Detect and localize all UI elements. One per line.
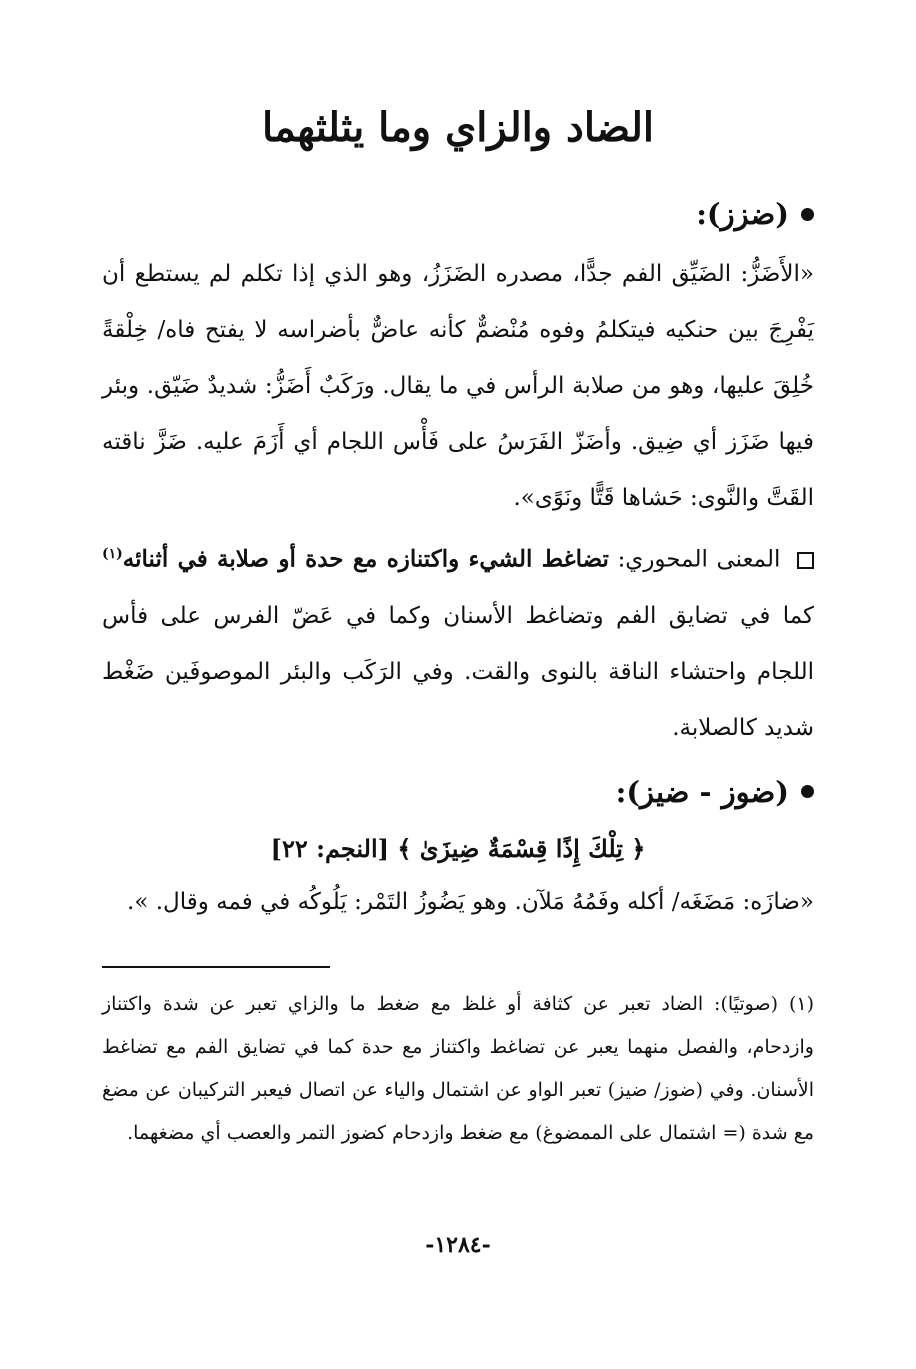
page-number: -١٢٨٤- bbox=[425, 1232, 491, 1258]
bullet-icon bbox=[801, 785, 814, 798]
page-title: الضاد والزاي وما يثلثهما bbox=[261, 104, 655, 151]
footnote-reference[interactable]: (١) bbox=[102, 546, 123, 562]
square-box-icon bbox=[797, 552, 814, 569]
entry-definition: «الأَضَزُّ: الضَيِّق الفم جدًّا، مصدره الضَزَزُ، وهو الذي إذا تكلم لم يستطع أن يَفْرِجَ بين حنكيه فيتكلمُ وفوه مُنْضمٌّ كأنه عاضٌّ بأضراسه لا يفتح فاه/ خِلْقةً خُلِقَ عليها، وهو من صلابة الرأس في ما يقال. ورَكَبٌ أَضَزُّ: شديدٌ ضَيّق. وبئر فيها ضَزَز أي ضِيق. وأضَزّ الفَرَسُ على فَأْس اللجام أي أَزَمَ عليه. ضَزَّ ناقته القَتَّ والنَّوى: حَشاها قَتًّا ونَوًى». bbox=[102, 261, 814, 511]
footnote-divider bbox=[102, 966, 330, 968]
bullet-icon bbox=[801, 208, 814, 221]
core-meaning-paragraph bbox=[102, 526, 814, 756]
core-meaning-label: المعنى المحوري: bbox=[617, 546, 781, 573]
footnote-text: (١) (صوتيًا): الضاد تعبر عن كثافة أو غلظ مع ضغط ما والزاي تعبر عن شدة واكتناز وازدحام، والفصل منهما يعبر عن تضاغط واكتناز مع حدة كما في تضايق الفم مع تضاغط الأسنان. وفي (ضوز/ ضيز) تعبر الواو عن اشتمال والياء عن اتصال فيعبر التركيبان عن مضغ مع شدة (= اشتمال على الممضوغ) مع ضغط وازدحام كضوز التمر والعصب أي مضغهما. bbox=[102, 993, 814, 1144]
entry-root: (ضوز - ضيز): bbox=[615, 774, 789, 809]
core-meaning-explanation: كما في تضايق الفم وتضاغط الأسنان وكما في عَضّ الفرس على فأس اللجام واحتشاء الناقة بالنوى والقت. وفي الرَكَب والبئر الموصوفَين ضَغْط شديد كالصلابة. bbox=[102, 602, 814, 741]
entry-root-heading bbox=[102, 192, 814, 236]
quran-verse: ﴿ تِلْكَ إِذًا قِسْمَةٌ ضِيزَىٰ ﴾ [النجم: ٢٢] bbox=[270, 833, 646, 863]
entry-root-heading bbox=[102, 770, 814, 814]
core-meaning-text: تضاغط الشيء واكتنازه مع حدة أو صلابة في أثنائه bbox=[122, 545, 609, 573]
entry-root: (ضزز): bbox=[696, 197, 789, 231]
entry-definition: «ضازَه: مَضَغَه/ أكله وفَمُهُ مَلآن. وهو يَضُوزُ التَمْر: يَلُوكُه في فمه وقال. ». bbox=[127, 888, 814, 915]
